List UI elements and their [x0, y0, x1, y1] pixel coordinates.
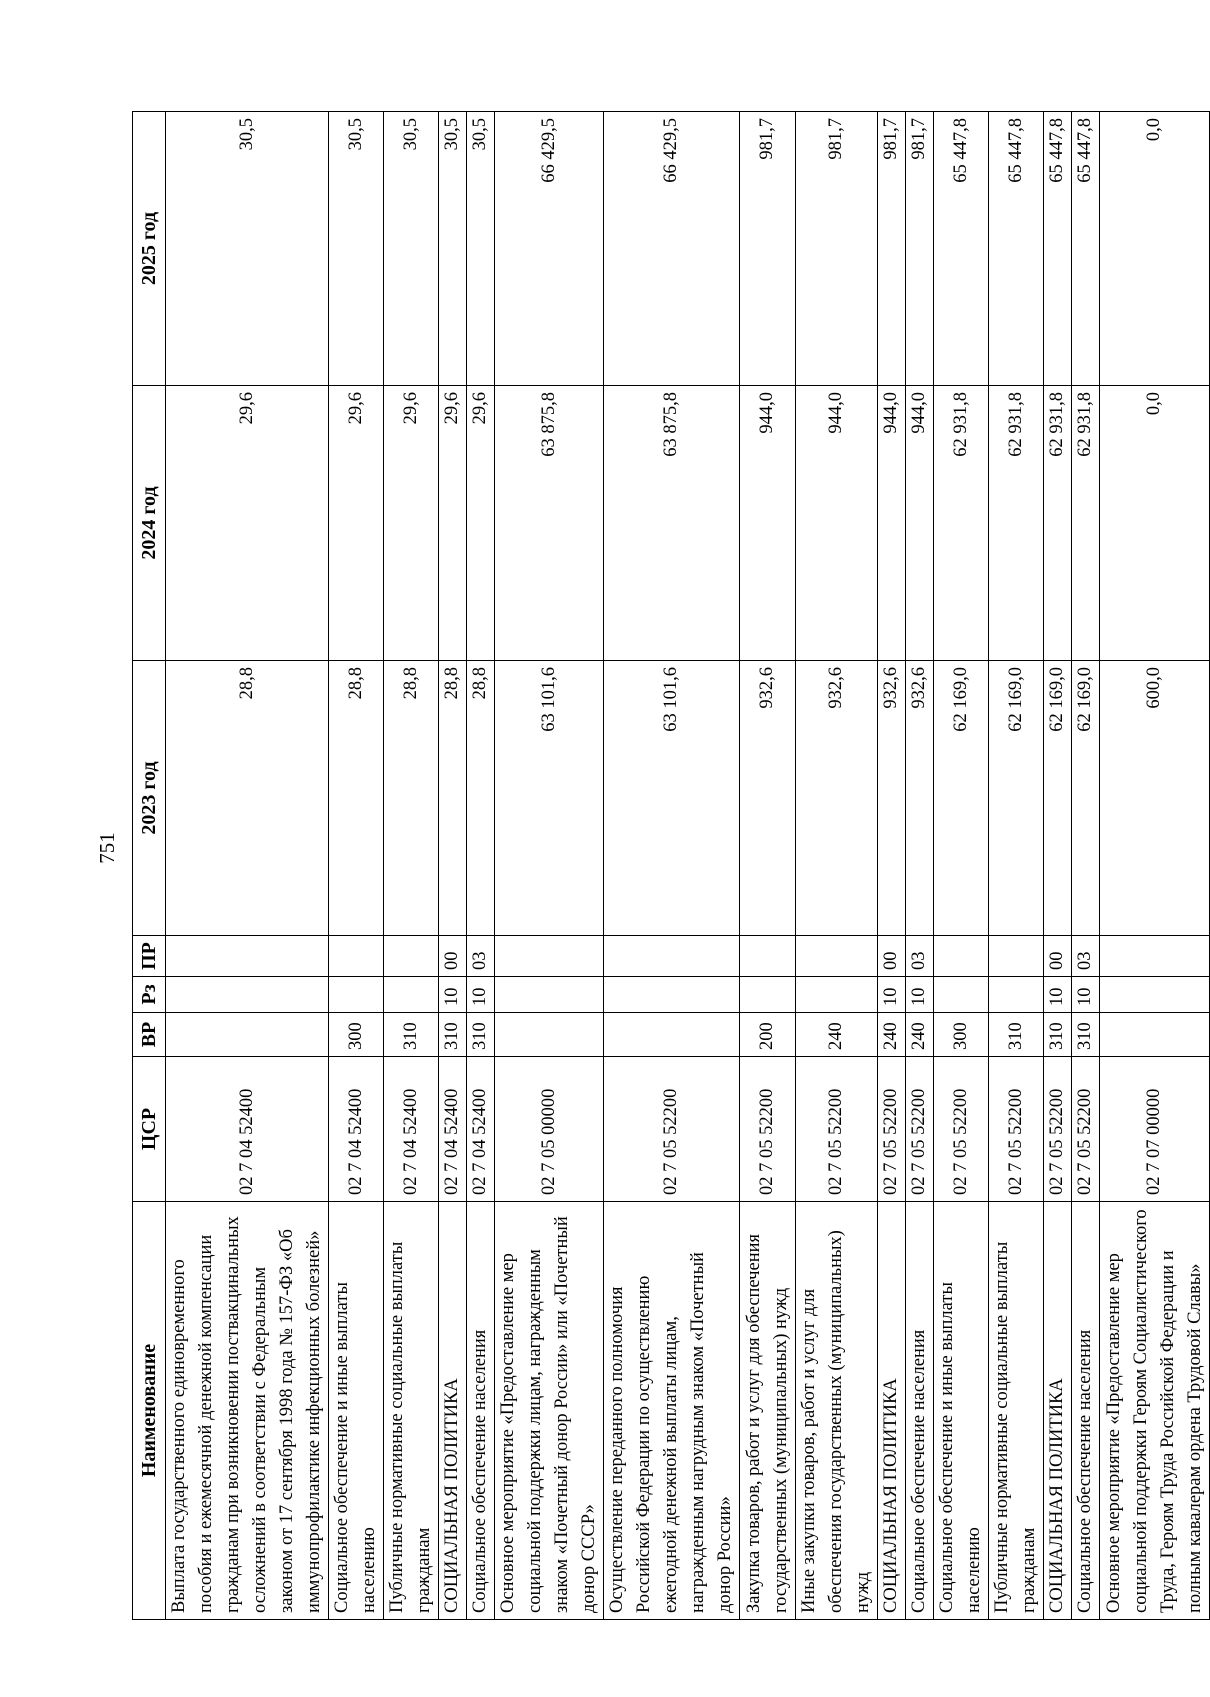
cell-csr: 02 7 05 52200 [1044, 1057, 1072, 1202]
cell-csr: 02 7 04 52400 [439, 1057, 467, 1202]
cell-name: СОЦИАЛЬНАЯ ПОЛИТИКА [1044, 1202, 1072, 1620]
table-row [906, 112, 934, 1620]
cell-y2023: 28,8 [384, 661, 439, 936]
table-row [1044, 112, 1072, 1620]
cell-csr: 02 7 04 52400 [467, 1057, 495, 1202]
cell-y2024: 944,0 [796, 386, 878, 661]
cell-y2023: 62 169,0 [989, 661, 1044, 936]
cell-rz [166, 977, 329, 1013]
cell-y2024: 63 875,8 [495, 386, 604, 661]
cell-y2025: 30,5 [467, 112, 495, 386]
cell-name: Социальное обеспечение населения [467, 1202, 495, 1620]
table-row [604, 112, 740, 1620]
cell-vr: 240 [906, 1013, 934, 1057]
table-header-row [133, 112, 166, 1620]
cell-y2024: 62 931,8 [1044, 386, 1072, 661]
cell-pr [989, 936, 1044, 977]
cell-vr: 310 [989, 1013, 1044, 1057]
cell-pr: 00 [1044, 936, 1072, 977]
cell-csr: 02 7 05 52200 [989, 1057, 1044, 1202]
cell-name: Иные закупки товаров, работ и услуг для обеспечения государственных (муниципальных) нужд [796, 1202, 878, 1620]
cell-y2023: 28,8 [329, 661, 384, 936]
cell-csr: 02 7 05 52200 [796, 1057, 878, 1202]
cell-y2024: 63 875,8 [604, 386, 740, 661]
cell-y2025: 65 447,8 [989, 112, 1044, 386]
cell-name: СОЦИАЛЬНАЯ ПОЛИТИКА [439, 1202, 467, 1620]
cell-pr [1100, 936, 1210, 977]
cell-vr [1100, 1013, 1210, 1057]
table-row [439, 112, 467, 1620]
cell-pr [796, 936, 878, 977]
cell-pr: 00 [878, 936, 906, 977]
cell-y2024: 944,0 [906, 386, 934, 661]
cell-y2024: 29,6 [467, 386, 495, 661]
header-2024: 2024 год [133, 386, 166, 661]
cell-pr [934, 936, 989, 977]
cell-name: Публичные нормативные социальные выплаты гражданам [989, 1202, 1044, 1620]
cell-y2023: 62 169,0 [1044, 661, 1072, 936]
cell-y2024: 62 931,8 [1072, 386, 1100, 661]
cell-rz [934, 977, 989, 1013]
cell-y2025: 30,5 [166, 112, 329, 386]
cell-csr: 02 7 04 52400 [166, 1057, 329, 1202]
cell-vr [495, 1013, 604, 1057]
header-pr: ПР [133, 936, 166, 977]
header-vr: ВР [133, 1013, 166, 1057]
header-rz: Рз [133, 977, 166, 1013]
cell-y2023: 63 101,6 [604, 661, 740, 936]
cell-name: Социальное обеспечение и иные выплаты населению [934, 1202, 989, 1620]
cell-csr: 02 7 05 52200 [906, 1057, 934, 1202]
cell-vr: 310 [439, 1013, 467, 1057]
cell-rz: 10 [1044, 977, 1072, 1013]
cell-y2025: 0,0 [1100, 112, 1210, 386]
cell-y2023: 932,6 [740, 661, 796, 936]
cell-y2024: 944,0 [878, 386, 906, 661]
cell-vr [604, 1013, 740, 1057]
cell-pr [329, 936, 384, 977]
cell-vr: 240 [878, 1013, 906, 1057]
cell-name: СОЦИАЛЬНАЯ ПОЛИТИКА [878, 1202, 906, 1620]
cell-csr: 02 7 04 52400 [329, 1057, 384, 1202]
cell-name: Осуществление переданного полномочия Российской Федерации по осуществлению ежегодной денежной выплаты лицам, награжденным нагрудным знаком «Почетный донор России» [604, 1202, 740, 1620]
table-row [878, 112, 906, 1620]
table-row [1072, 112, 1100, 1620]
cell-y2025: 981,7 [740, 112, 796, 386]
table-row [329, 112, 384, 1620]
header-csr: ЦСР [133, 1057, 166, 1202]
cell-y2023: 28,8 [439, 661, 467, 936]
cell-y2025: 65 447,8 [1044, 112, 1072, 386]
cell-rz [384, 977, 439, 1013]
cell-vr: 300 [934, 1013, 989, 1057]
cell-pr: 03 [467, 936, 495, 977]
cell-y2024: 29,6 [384, 386, 439, 661]
cell-y2025: 981,7 [796, 112, 878, 386]
cell-y2025: 65 447,8 [934, 112, 989, 386]
rotated-table-container [132, 112, 1205, 1620]
cell-y2023: 28,8 [467, 661, 495, 936]
cell-pr [384, 936, 439, 977]
cell-y2025: 66 429,5 [604, 112, 740, 386]
cell-vr: 310 [1044, 1013, 1072, 1057]
cell-y2023: 62 169,0 [1072, 661, 1100, 936]
header-2023: 2023 год [133, 661, 166, 936]
cell-vr: 300 [329, 1013, 384, 1057]
cell-csr: 02 7 04 52400 [384, 1057, 439, 1202]
cell-name: Социальное обеспечение населения [906, 1202, 934, 1620]
cell-name: Социальное обеспечение и иные выплаты населению [329, 1202, 384, 1620]
table-row [989, 112, 1044, 1620]
cell-vr: 310 [1072, 1013, 1100, 1057]
cell-pr [166, 936, 329, 977]
cell-y2023: 600,0 [1100, 661, 1210, 936]
cell-name: Публичные нормативные социальные выплаты гражданам [384, 1202, 439, 1620]
table-row [166, 112, 329, 1620]
cell-rz [1100, 977, 1210, 1013]
cell-csr: 02 7 05 00000 [495, 1057, 604, 1202]
cell-rz: 10 [467, 977, 495, 1013]
cell-csr: 02 7 05 52200 [604, 1057, 740, 1202]
table-row [934, 112, 989, 1620]
cell-rz [329, 977, 384, 1013]
cell-rz [989, 977, 1044, 1013]
cell-name: Социальное обеспечение населения [1072, 1202, 1100, 1620]
cell-y2025: 981,7 [906, 112, 934, 386]
cell-y2025: 66 429,5 [495, 112, 604, 386]
header-2025: 2025 год [133, 112, 166, 386]
cell-y2023: 62 169,0 [934, 661, 989, 936]
cell-name: Основное мероприятие «Предоставление мер социальной поддержки Героям Социалистического Труда, Героям Труда Российской Федерации и полным кавалерам ордена Трудовой Славы» [1100, 1202, 1210, 1620]
page-number: 751 [95, 832, 119, 864]
cell-y2024: 62 931,8 [989, 386, 1044, 661]
cell-y2025: 30,5 [329, 112, 384, 386]
cell-vr: 240 [796, 1013, 878, 1057]
cell-pr: 03 [906, 936, 934, 977]
table-row [796, 112, 878, 1620]
cell-rz [604, 977, 740, 1013]
cell-csr: 02 7 05 52200 [934, 1057, 989, 1202]
budget-table [132, 111, 1210, 1620]
cell-vr: 310 [467, 1013, 495, 1057]
table-row [384, 112, 439, 1620]
cell-rz [495, 977, 604, 1013]
cell-rz [796, 977, 878, 1013]
cell-vr: 200 [740, 1013, 796, 1057]
cell-rz: 10 [439, 977, 467, 1013]
cell-y2023: 932,6 [796, 661, 878, 936]
cell-rz: 10 [1072, 977, 1100, 1013]
cell-y2024: 944,0 [740, 386, 796, 661]
table-row [467, 112, 495, 1620]
cell-y2023: 63 101,6 [495, 661, 604, 936]
cell-y2024: 29,6 [329, 386, 384, 661]
table-row [740, 112, 796, 1620]
cell-pr: 00 [439, 936, 467, 977]
cell-name: Основное мероприятие «Предоставление мер социальной поддержки лицам, награжденным знаком «Почетный донор России» или «Почетный донор СССР» [495, 1202, 604, 1620]
cell-y2025: 30,5 [439, 112, 467, 386]
table-row [495, 112, 604, 1620]
cell-rz [740, 977, 796, 1013]
cell-y2024: 0,0 [1100, 386, 1210, 661]
cell-rz: 10 [906, 977, 934, 1013]
cell-csr: 02 7 05 52200 [1072, 1057, 1100, 1202]
cell-y2025: 65 447,8 [1072, 112, 1100, 386]
cell-y2024: 29,6 [439, 386, 467, 661]
cell-name: Выплата государственного единовременного пособия и ежемесячной денежной компенсации гражданам при возникновении поствакцинальных осложнений в соответствии с Федеральным законом от 17 сентября 1998 года № 157-ФЗ «Об иммунопрофилактике инфекционных болезней» [166, 1202, 329, 1620]
cell-vr: 310 [384, 1013, 439, 1057]
cell-csr: 02 7 05 52200 [740, 1057, 796, 1202]
cell-y2024: 62 931,8 [934, 386, 989, 661]
table-body [166, 112, 1210, 1620]
cell-pr: 03 [1072, 936, 1100, 977]
cell-pr [740, 936, 796, 977]
cell-y2023: 932,6 [906, 661, 934, 936]
cell-csr: 02 7 07 00000 [1100, 1057, 1210, 1202]
table-row [1100, 112, 1210, 1620]
cell-pr [604, 936, 740, 977]
cell-y2023: 932,6 [878, 661, 906, 936]
cell-vr [166, 1013, 329, 1057]
cell-csr: 02 7 05 52200 [878, 1057, 906, 1202]
cell-y2023: 28,8 [166, 661, 329, 936]
cell-name: Закупка товаров, работ и услуг для обеспечения государственных (муниципальных) нужд [740, 1202, 796, 1620]
cell-y2025: 981,7 [878, 112, 906, 386]
header-name: Наименование [133, 1202, 166, 1620]
cell-y2025: 30,5 [384, 112, 439, 386]
cell-y2024: 29,6 [166, 386, 329, 661]
cell-rz: 10 [878, 977, 906, 1013]
cell-pr [495, 936, 604, 977]
